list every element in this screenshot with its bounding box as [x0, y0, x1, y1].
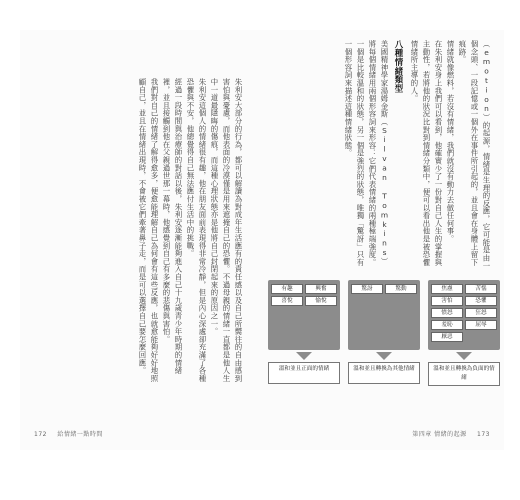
diagram-panel: [348, 280, 420, 350]
left-paragraph-3: 經過一段時間與治療師的對話以後，朱利安逐漸能夠進入自己十九歲青少年時期的情緒裡，並且接觸到他在父親過世那一幕時，他感覺到自己有多麼的悲傷與害怕。: [162, 78, 183, 375]
right-paragraph-4: 美國精神學家湯姆金斯（Silvan Tomkins）將每個情緒用兩個形容詞來形容：它們代表情緒的兩種極端強度。一個是比較溫和的狀態，另一個是強烈的狀態，唯獨「驚訝」只有一個形容詞來描述這種情緒狀態。: [344, 40, 389, 267]
emotion-cell: 恐懼: [465, 296, 497, 306]
right-page-number: 173: [477, 431, 490, 438]
emotion-cell: 害怕: [431, 296, 463, 306]
emotion-diagram-positive: [268, 280, 340, 384]
emotion-cell: 愉悅: [305, 296, 337, 306]
book-spread: [20, 30, 504, 450]
right-page: [262, 30, 504, 450]
right-paragraph-2: 情緒就像燃料，若沒有情緒，我們就沒有動力去做任何事。: [446, 40, 455, 243]
down-arrow-icon: [376, 352, 392, 360]
emotion-cell: 屈辱: [465, 320, 497, 330]
emotion-cell: 喜悅: [271, 296, 303, 306]
emotion-cell: 憤怒: [431, 308, 463, 318]
emotion-cell: 驚訝: [351, 284, 383, 294]
diagram-caption-box: 溫和並且轉換為負面的情緒: [428, 362, 500, 386]
emotion-cell: 有趣: [271, 284, 303, 294]
down-arrow-icon: [456, 352, 472, 360]
right-footer: [404, 429, 490, 438]
left-paragraph-4: 我們對自己的情緒了解得愈多，便愈能理解自己為何會有這些反應，也就愈能夠好好地照顧自己，並且在情緒出現時，不會被它們牽著鼻子走，而是可以選擇自己要怎麼回應。: [138, 78, 159, 383]
emotion-diagrams: [268, 280, 500, 420]
diagram-panel: [428, 280, 500, 350]
emotion-table: [271, 284, 337, 306]
left-paragraph-2: 朱利安這個人的情緒很有趣，他在朋友面前表現得非常冷靜，但是內心深處卻充滿了各種恐懼與不安，他總覺得自己無法應付生活中的挑戰。: [186, 78, 207, 383]
emotion-cell: 狂怒: [465, 308, 497, 318]
section-heading: 八種情緒類型: [394, 40, 404, 93]
left-page: [20, 30, 263, 450]
emotion-diagram-negative: [428, 280, 500, 386]
right-page-text: [272, 40, 492, 270]
emotion-cell: 興奮: [305, 284, 337, 294]
left-page-number: 172: [34, 431, 47, 438]
diagram-caption-box: 溫和並且轉換為其他情緒: [348, 362, 420, 384]
emotion-diagram-surprise: [348, 280, 420, 384]
diagram-caption-box: 溫和並且正面的情緒: [268, 362, 340, 384]
right-paragraph-3: 在朱利安身上我們可以看到，他確實少了一份對自己人生的掌握與主動性，若將他的狀況比對到情緒分類中，便可以看出他是被恐懼情緒所主導的人。: [410, 40, 443, 267]
left-running-title: 給情緒一點時間: [57, 431, 103, 438]
left-paragraph-1: 朱利安大部分的行為，都可以解讀為對成年生活應有的責任感以及自己所嚮往的自由感到害怕與憂慮，而他表面的冷漠僅是用來遮掩自己的恐懼。不過母親的情緒一直都是他人生中一道最隱晦的傷痕，而這種心理狀態亦是他將自己封閉起來的原因之一。: [210, 78, 243, 383]
emotion-cell: 苦惱: [465, 284, 497, 294]
left-page-text: [34, 78, 244, 388]
emotion-cell: 厭惡: [431, 332, 463, 342]
emotion-cell: 羞恥: [431, 320, 463, 330]
right-running-title: 第四章 情緒的起源: [412, 431, 467, 438]
right-paragraph-1: （emotion）的起源，情緒是生理的反應，它可能是由一個念頭、一段記憶或一個外在事件所引起的，並且會在身體上留下痕跡。: [458, 40, 491, 270]
down-arrow-icon: [296, 352, 312, 360]
diagram-panel: [268, 280, 340, 350]
emotion-table: [351, 284, 417, 294]
left-footer: [34, 429, 111, 438]
emotion-table: [431, 284, 497, 342]
emotion-cell: 驚動: [385, 284, 417, 294]
emotion-cell: 焦慮: [431, 284, 463, 294]
